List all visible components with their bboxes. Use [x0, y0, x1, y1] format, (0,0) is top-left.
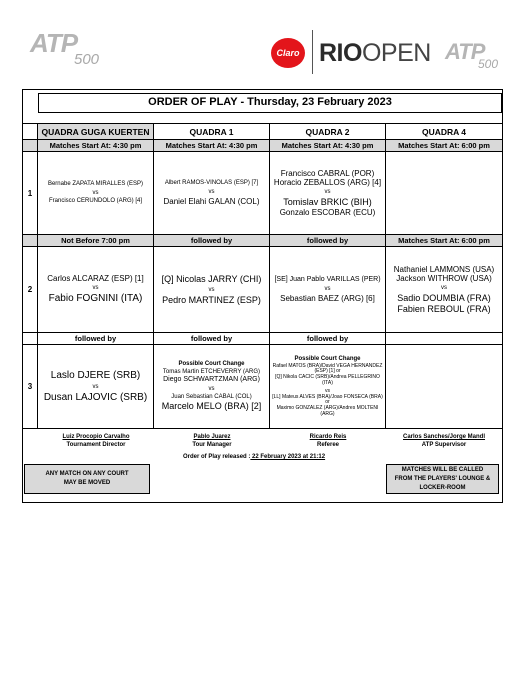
official-role: Tournament Director — [66, 442, 126, 448]
release-label: Order of Play released : — [183, 454, 251, 460]
player-name: Tomislav BRKIC (BIH) — [283, 197, 372, 208]
atp-logo-text-right: ATP — [445, 39, 485, 64]
player-name: Francisco CABRAL (POR) — [280, 169, 375, 179]
logo-divider — [312, 30, 313, 74]
player-name: Laslo DJERE (SRB) — [50, 370, 141, 381]
match-row-number: 3 — [23, 345, 38, 429]
atp-500-logo-right — [445, 40, 505, 74]
official-role: ATP Supervisor — [421, 442, 467, 448]
row-number-spacer — [23, 140, 38, 152]
start-time-label: Matches Start At: 4:30 pm — [270, 140, 386, 152]
notice-line: FROM THE PLAYERS' LOUNGE & — [394, 476, 491, 482]
page-title: ORDER OF PLAY - Thursday, 23 February 2023 — [38, 93, 502, 113]
match-cell — [270, 345, 386, 429]
court-header: QUADRA 4 — [386, 124, 503, 140]
official-name: Pablo Juarez — [193, 434, 231, 440]
atp-500-logo-left — [30, 28, 110, 75]
notice-line: MATCHES WILL BE CALLED — [401, 467, 484, 473]
player-name: Fabien REBOUL (FRA) — [397, 303, 491, 314]
notice-line: LOCKER-ROOM — [419, 485, 466, 491]
court-header: QUADRA 2 — [270, 124, 386, 140]
match-cell — [38, 345, 154, 429]
match-cell — [38, 152, 154, 235]
player-name: Sebastian BAEZ (ARG) [6] — [280, 293, 375, 303]
official-role: Referee — [316, 442, 339, 448]
player-name: Albert RAMOS-VINOLAS (ESP) [7] — [164, 179, 259, 186]
player-name: Dusan LAJOVIC (SRB) — [43, 391, 148, 403]
versus-label: vs — [92, 190, 99, 196]
versus-label: vs — [324, 189, 331, 196]
match-cell — [386, 247, 503, 333]
player-name: Gonzalo ESCOBAR (ECU) — [279, 207, 376, 217]
possible-court-change-label: Possible Court Change — [178, 361, 245, 368]
rio-open-logo-a: RIO — [319, 39, 362, 67]
order-label: Not Before 7:00 pm — [38, 235, 154, 247]
start-time-row — [23, 140, 503, 152]
row-number-spacer — [23, 333, 38, 345]
order-label: followed by — [270, 333, 386, 345]
player-name: Francisco CERUNDOLO (ARG) [4] — [48, 198, 142, 204]
versus-label: vs — [92, 285, 99, 292]
versus-label: vs — [208, 286, 215, 293]
notice-box-right — [386, 464, 499, 494]
court-header-row — [23, 124, 503, 140]
signature-block — [154, 433, 270, 449]
order-label: followed by — [38, 333, 154, 345]
rio-open-logo-b: OPEN — [361, 39, 431, 67]
match-cell — [154, 247, 270, 333]
versus-label: vs — [92, 383, 99, 390]
match-row-3 — [23, 345, 503, 429]
player-name: Sadio DOUMBIA (FRA) — [397, 293, 491, 304]
start-time-label: Matches Start At: 6:00 pm — [386, 140, 503, 152]
order-label-row — [23, 333, 503, 345]
notice-box-left — [24, 464, 150, 494]
official-name: Ricardo Reis — [309, 434, 347, 440]
order-label: followed by — [154, 235, 270, 247]
notice-line: MAY BE MOVED — [63, 480, 111, 486]
player-name: Tomas Martin ETCHEVERRY (ARG) — [162, 369, 261, 376]
player-name: Pedro MARTINEZ (ESP) — [162, 294, 261, 305]
player-name: Marcelo MELO (BRA) [2] — [161, 401, 262, 412]
order-label: Matches Start At: 6:00 pm — [386, 235, 503, 247]
player-name: Jackson WITHROW (USA) — [396, 274, 492, 284]
match-cell-empty — [386, 345, 503, 429]
match-row-number: 2 — [23, 247, 38, 333]
player-name: Daniel Elahi GALAN (COL) — [163, 196, 260, 206]
player-name: [Q] Nikola CACIC (SRB)/Andrea PELLEGRINO (ITA) — [275, 374, 380, 386]
signature-block — [270, 433, 386, 449]
official-name: Luiz Procopio Carvalho — [62, 434, 130, 440]
match-cell — [154, 345, 270, 429]
official-name: Carlos Sanches/Jorge Mandl — [402, 434, 486, 440]
court-header: QUADRA 1 — [154, 124, 270, 140]
player-name: Maximo GONZALEZ (ARG)/Andres MOLTENI (ARG) — [276, 405, 379, 417]
row-number-header — [23, 124, 38, 140]
versus-label: vs — [441, 285, 447, 292]
rio-open-logo — [319, 40, 431, 66]
start-time-label: Matches Start At: 4:30 pm — [38, 140, 154, 152]
versus-label: vs — [325, 387, 330, 394]
match-cell — [38, 247, 154, 333]
possible-court-change-label: Possible Court Change — [294, 355, 361, 362]
player-name: [SE] Juan Pablo VARILLAS (PER) — [274, 275, 381, 283]
release-datetime: 22 February 2023 at 21:12 — [250, 454, 326, 460]
match-row-2 — [23, 247, 503, 333]
versus-label: vs — [208, 386, 215, 393]
court-header: QUADRA GUGA KUERTEN — [38, 124, 154, 140]
match-cell — [154, 152, 270, 235]
atp-logo-text: ATP — [30, 28, 78, 58]
order-label — [386, 333, 503, 345]
match-cell — [270, 247, 386, 333]
signature-block — [38, 433, 154, 449]
player-name: Horacio ZEBALLOS (ARG) [4] — [273, 178, 382, 188]
claro-logo: Claro — [271, 38, 305, 68]
official-role: Tour Manager — [192, 442, 232, 448]
player-name: [Q] Nicolas JARRY (CHI) — [161, 274, 262, 285]
order-label: followed by — [270, 235, 386, 247]
release-info — [183, 454, 325, 460]
atp-logo-number: 500 — [74, 51, 100, 68]
row-number-spacer — [23, 235, 38, 247]
order-label: followed by — [154, 333, 270, 345]
match-row-1 — [23, 152, 503, 235]
player-name: Carlos ALCARAZ (ESP) [1] — [47, 274, 144, 284]
player-name: [LL] Mateus ALVES (BRA)/Joao FONSECA (BRA) or — [272, 393, 383, 406]
order-of-play-table — [22, 123, 503, 429]
match-cell-empty — [386, 152, 503, 235]
player-name: Nathaniel LAMMONS (USA) — [393, 264, 495, 274]
player-name: Rafael MATOS (BRA)/David VEGA HERNANDEZ (ESP) [1] or — [272, 362, 383, 375]
start-time-label: Matches Start At: 4:30 pm — [154, 140, 270, 152]
player-name: Diego SCHWARTZMAN (ARG) — [163, 376, 260, 384]
player-name: Fabio FOGNINI (ITA) — [48, 293, 143, 305]
player-name: Juan Sebastian CABAL (COL) — [171, 394, 252, 401]
match-row-number: 1 — [23, 152, 38, 235]
versus-label: vs — [208, 188, 215, 195]
order-label-row — [23, 235, 503, 247]
player-name: Bernabe ZAPATA MIRALLES (ESP) — [47, 181, 144, 188]
signature-block — [386, 433, 502, 449]
atp-logo-number-right: 500 — [478, 57, 499, 71]
versus-label: vs — [324, 285, 331, 292]
notice-line: ANY MATCH ON ANY COURT — [45, 471, 129, 477]
match-cell — [270, 152, 386, 235]
